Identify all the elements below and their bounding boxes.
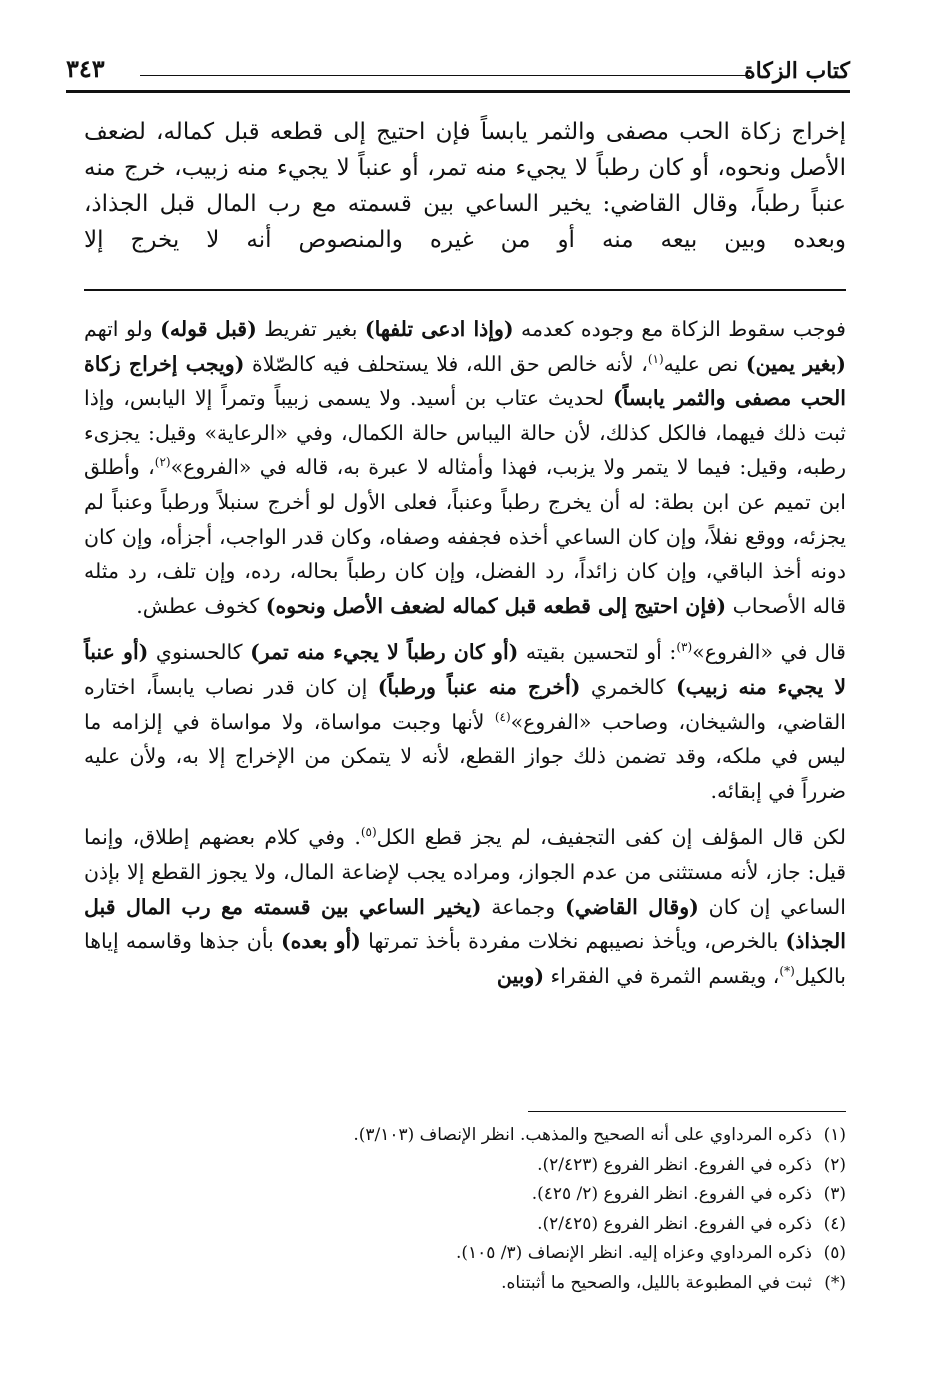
footnote-text: ثبت في المطبوعة بالليل، والصحيح ما أثبتناه. xyxy=(501,1272,812,1293)
text-run: نص عليه xyxy=(663,351,746,376)
chapter-title: كتاب الزكاة xyxy=(744,58,850,84)
quoted-matn: (وقال القاضي) xyxy=(565,894,699,919)
quoted-matn: (بغير يمين) xyxy=(745,351,846,376)
quoted-matn: (أو بعده) xyxy=(280,929,361,954)
commentary-paragraph-1 xyxy=(84,312,846,623)
text-run: بأن جذها وقاسمه إياها بالكيل xyxy=(84,929,846,988)
footnote-item xyxy=(84,1239,846,1269)
text-run: وجماعة xyxy=(481,894,566,919)
quoted-matn: (يخير الساعي بين قسمته مع رب المال قبل الجذاذ) xyxy=(84,894,846,954)
text-run: فوجب سقوط الزكاة مع وجوده كعدمه xyxy=(513,317,846,341)
footnote-marker: (٣) xyxy=(676,640,693,655)
footnote-marker: (٥) xyxy=(360,825,377,840)
footnote-text: ذكره في الفروع. انظر الفروع (٢/٤٢٥). xyxy=(537,1213,812,1234)
footnote-item xyxy=(84,1210,846,1240)
text-run: كالحسنوي xyxy=(148,640,251,665)
text-run: قال في «الفروع» xyxy=(692,640,846,665)
text-run: : أو لتحسين بقيته xyxy=(518,640,677,665)
quoted-matn: (قبل قوله) xyxy=(160,317,257,341)
quoted-matn: (أخرج منه عنباً ورطباً) xyxy=(377,674,581,699)
footnote-number: (١) xyxy=(823,1125,846,1145)
footnote-number: (٥) xyxy=(823,1243,846,1263)
text-run: بغير تفريط xyxy=(256,317,365,341)
footnote-marker: (٢) xyxy=(154,455,171,470)
header-rule xyxy=(66,90,850,93)
text-run: لكن قال المؤلف إن كفى التجفيف، لم يجز قطع الكل xyxy=(376,825,846,850)
text-run: لحديث عتاب بن أسيد. ولا يسمى زبيباً وتمراً إلا اليابس، وإذا ثبت ذلك فيهما، فالكل كذلك، لأن حالة اليباس حالة الكمال، وفي «الرعاية» وقيل: يجزىء رطبه، وقيل: فيما لا يتمر ولا يزبب، فهذا وأمثاله لا عبرة به، قاله في «الفروع» xyxy=(84,386,847,480)
commentary-paragraph-2 xyxy=(84,635,846,808)
footnote-text: ذكره في الفروع. انظر الفروع (٢/٤٢٣). xyxy=(537,1154,812,1175)
text-run: ، ويقسم الثمرة في الفقراء xyxy=(544,963,780,988)
text-run: إن كان قدر نصاب يابساً، اختاره القاضي، والشيخان، وصاحب «الفروع» xyxy=(84,674,846,734)
header-dash-line xyxy=(140,75,750,76)
text-run: ، وأطلق ابن تميم عن ابن بطة: له أن يخرج رطباً وعنباً، فعلى الأول لو أخرج سنبلاً ورطباً وعنباً لم يجزئه، ووقع نفلاً، وإن كان الساعي أخذه فجففه وصفاه، وكان قدر الواجب، أجزأه، وإن كان دونه أخذ الباقي، وإن كان زائداً، رد الفضل، وإن كان رطباً بحاله، رده، وإن تلف، رد مثله قاله الأصحاب xyxy=(84,455,846,618)
text-run: بالخرص، ويأخذ نصيبهم نخلات مفردة بأخذ تمرتها xyxy=(360,929,786,954)
footnote-marker: (*) xyxy=(779,963,795,978)
footnote-number: (*) xyxy=(824,1272,846,1293)
footnote-marker: (٤) xyxy=(494,709,511,724)
footnote-number: (٤) xyxy=(823,1213,846,1234)
footnote-item xyxy=(84,1180,846,1210)
text-run: ولو اتهم xyxy=(84,317,161,341)
page-number: ٣٤٣ xyxy=(66,54,105,83)
running-header xyxy=(66,52,850,92)
matn-paragraph: إخراج زكاة الحب مصفى والثمر يابساً فإن احتيج إلى قطعه قبل كماله، لضعف الأصل ونحوه، أو كان رطباً لا يجيء منه تمر، أو عنباً لا يجيء منه زبيب، خرج منه عنباً رطباً، وقال القاضي: يخير الساعي بين قسمته مع رب المال قبل الجذاذ، وبعده وبين بيعه منه أو من غيره والمنصوص أنه لا يخرج إلا xyxy=(84,119,846,253)
footnote-item xyxy=(84,1151,846,1181)
quoted-matn: (ويجب إخراج زكاة الحب مصفى والثمر يابساً) xyxy=(84,351,847,411)
quoted-matn: (أو عنباً لا يجيء منه زبيب) xyxy=(84,640,847,699)
matn-text-block xyxy=(84,114,846,258)
footnote-text: ذكره المرداوي وعزاه إليه. انظر الإنصاف (٣/ ١٠٥). xyxy=(455,1243,812,1263)
footnote-text: ذكره المرداوي على أنه الصحيح والمذهب. انظر الإنصاف (٣/١٠٣). xyxy=(353,1125,812,1145)
matn-separator-rule xyxy=(84,289,846,291)
footnote-separator-rule xyxy=(528,1111,846,1112)
footnote-marker: (١) xyxy=(647,351,664,366)
quoted-matn: (فإن احتيج إلى قطعه قبل كماله لضعف الأصل ونحوه) xyxy=(265,593,727,618)
footnote-text: ذكره في الفروع. انظر الفروع (٢/ ٤٢٥). xyxy=(531,1184,812,1204)
footnote-number: (٣) xyxy=(823,1184,846,1204)
quoted-matn: (وبين xyxy=(496,963,545,988)
text-run: كالخمري xyxy=(580,674,676,699)
footnote-item xyxy=(84,1121,846,1151)
quoted-matn: (أو كان رطباً لا يجيء منه تمر) xyxy=(250,640,519,665)
commentary-paragraph-3 xyxy=(84,820,846,993)
text-run: لأنها وجبت مواساة، ولا مواساة في إلزامه ما ليس في ملكه، وقد تضمن ذلك جواز القطع، لأنه لا يتمكن من الإخراج إلا به، ولأن عليه ضرراً في إبقائه. xyxy=(84,709,846,803)
commentary-block xyxy=(84,312,846,993)
text-run: . وفي كلام بعضهم إطلاق، وإنما قيل: جاز، لأنه مستثنى من عدم الجواز، ومراده يجب لإضاعة المال، ولا يجوز القطع إلا بإذن الساعي إن كان xyxy=(84,825,846,919)
footnote-number: (٢) xyxy=(823,1154,846,1175)
footnote-item xyxy=(84,1269,846,1299)
text-run: ، لأنه خالص حق الله، فلا يستحلف فيه كالصّلاة xyxy=(244,351,648,376)
quoted-matn: (وإذا ادعى تلفها) xyxy=(364,317,514,341)
footnotes-block xyxy=(84,1121,846,1298)
text-run: كخوف عطش. xyxy=(136,593,266,618)
